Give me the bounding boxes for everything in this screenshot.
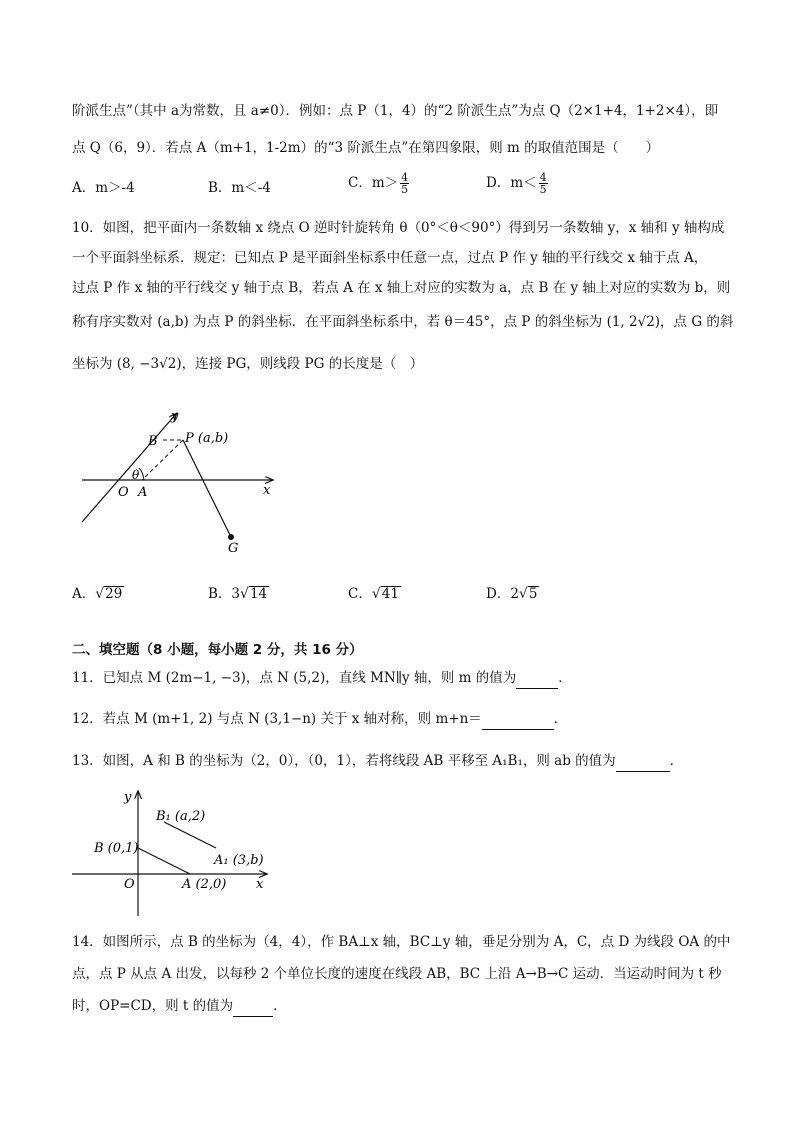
section-heading: 二、填空题（8 小题，每小题 2 分，共 16 分）	[72, 642, 363, 658]
q10-option-a	[72, 584, 124, 604]
q10-option-d-radicand: 5	[528, 586, 538, 602]
point-g	[228, 534, 234, 540]
q13-text: 13．如图，A 和 B 的坐标为（2，0），（0，1），若将线段 AB 平移至 A₁B₁，则 ab 的值为	[72, 753, 616, 769]
fraction-numerator: 4	[539, 171, 547, 184]
x-axis-label: x	[263, 483, 271, 498]
q9-option-c-fraction	[400, 172, 409, 195]
q14-line-2: 点，点 P 从点 A 出发，以每秒 2 个单位长度的速度在线段 AB，BC 上沿 A→B→C 运动．当运动时间为 t 秒	[72, 966, 722, 982]
theta-label: θ	[132, 468, 140, 482]
segment-a1b1	[164, 822, 216, 848]
q12-end: ．	[553, 711, 568, 727]
q12-line	[72, 709, 567, 730]
point-b-label: B	[148, 434, 158, 449]
theta-arc	[139, 468, 144, 480]
q11-text: 11．已知点 M (2m−1, −3)，点 N (5,2)，直线 MN∥y 轴，则 m 的值为	[72, 670, 517, 686]
q10-line-2: 一个平面斜坐标系．规定：已知点 P 是平面斜坐标系中任意一点，过点 P 作 y 轴的平行线交 x 轴于点 A，	[72, 250, 708, 266]
fraction-denominator: 5	[539, 183, 547, 196]
q10-option-c	[348, 584, 401, 604]
q14-line-1: 14．如图所示，点 B 的坐标为（4，4），作 BA⊥x 轴，BC⊥y 轴，垂足分别为 A，C，点 D 为线段 OA 的中	[72, 934, 731, 950]
q10-oblique-axes-figure	[60, 400, 290, 560]
q9-option-d-label: D．m＜	[486, 175, 537, 191]
point-p-label: P (a,b)	[185, 431, 229, 446]
q14-text: 时，OP=CD，则 t 的值为	[72, 998, 234, 1014]
q13-line	[72, 751, 683, 772]
q9-option-c-label: C．m＞	[348, 175, 399, 191]
q14-end: ．	[273, 998, 287, 1014]
q10-line-1: 10．如图，把平面内一条数轴 x 绕点 O 逆时针旋转角 θ（0°＜θ＜90°）得到另一条数轴 y，x 轴和 y 轴构成	[72, 220, 725, 236]
q9-line-2: 点 Q（6，9）．若点 A（m+1，1-2m）的“3 阶派生点”在第四象限，则 m 的取值范围是（ ）	[72, 140, 660, 156]
x-axis-label: x	[256, 877, 264, 892]
q13-answer-blank	[616, 751, 670, 772]
q9-option-c	[348, 172, 409, 195]
q10-option-d	[486, 584, 539, 604]
sqrt-icon: √	[371, 586, 381, 602]
segment-pg	[183, 440, 231, 537]
q12-answer-blank	[482, 709, 554, 730]
q9-option-a: A．m＞-4	[72, 180, 135, 196]
q9-line-1: 阶派生点”（其中 a为常数，且 a≠0）．例如：点 P（1，4）的“2 阶派生点”为点 Q（2×1+4，1+2×4），即	[72, 103, 719, 119]
q10-option-b	[208, 584, 269, 604]
point-b-label: B (0,1)	[94, 841, 139, 856]
q9-option-d-fraction	[539, 172, 548, 195]
q13-end: ．	[669, 753, 684, 769]
sqrt-icon: √	[240, 586, 249, 602]
q11-end: ．	[558, 670, 572, 686]
q11-line	[72, 668, 572, 689]
point-a-label: A	[138, 485, 148, 500]
q14-line-3	[72, 996, 287, 1017]
q14-answer-blank	[233, 996, 273, 1017]
q10-line-3: 过点 P 作 x 轴的平行线交 y 轴于点 B，若点 A 在 x 轴上对应的实数为 a，点 B 在 y 轴上对应的实数为 b，则	[72, 280, 731, 296]
y-axis-label: y	[171, 409, 179, 424]
q10-option-d-label: D．2	[486, 586, 519, 602]
origin-label: O	[124, 877, 135, 892]
fraction-denominator: 5	[401, 183, 409, 196]
point-b1-label: B₁ (a,2)	[156, 809, 206, 824]
sqrt-icon: √	[518, 586, 528, 602]
q10-option-b-label: B．3	[208, 586, 241, 602]
y-axis-label: y	[124, 790, 132, 805]
q10-option-b-radicand: 14	[249, 586, 268, 602]
point-g-label: G	[228, 541, 239, 556]
point-a1-label: A₁ (3,b)	[214, 853, 264, 868]
point-a-label: A (2,0)	[182, 877, 227, 892]
q11-answer-blank	[516, 668, 558, 689]
q10-option-c-radicand: 41	[381, 586, 399, 602]
sqrt-icon: √	[95, 586, 105, 602]
q13-translation-figure	[70, 786, 280, 918]
q9-option-d	[486, 172, 548, 195]
y-axis	[82, 414, 176, 522]
q10-option-c-label: C．	[348, 586, 372, 602]
origin-label: O	[118, 485, 129, 500]
q9-option-b: B．m＜-4	[208, 180, 271, 196]
q12-text: 12．若点 M (m+1, 2) 与点 N (3,1−n) 关于 x 轴对称，则 m+n＝	[72, 711, 482, 727]
segment-ab	[138, 848, 190, 874]
q10-option-a-label: A．	[72, 586, 96, 602]
q10-line-4: 称有序实数对 (a,b) 为点 P 的斜坐标．在平面斜坐标系中，若 θ＝45°，点 P 的斜坐标为 (1, 2√2)，点 G 的斜	[72, 314, 734, 330]
q10-option-a-radicand: 29	[105, 586, 123, 602]
fraction-numerator: 4	[401, 171, 409, 184]
q10-line-5: 坐标为 (8, −3√2)，连接 PG，则线段 PG 的长度是（ ）	[72, 356, 424, 372]
